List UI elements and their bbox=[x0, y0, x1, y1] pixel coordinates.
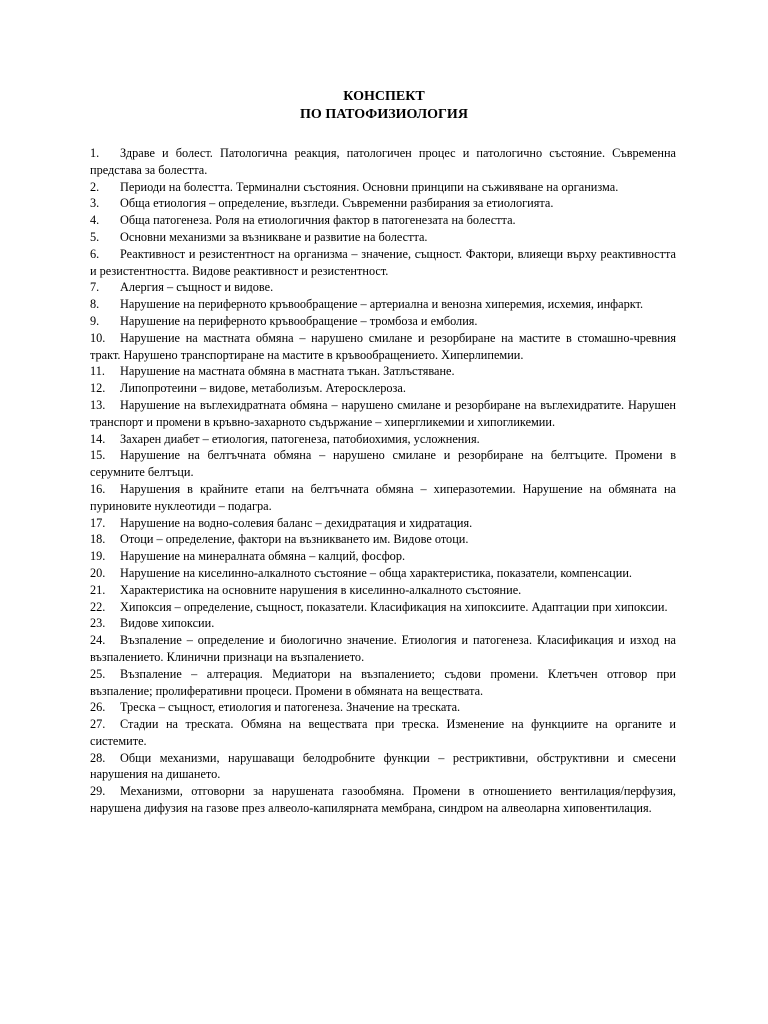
list-item bbox=[90, 313, 676, 330]
item-text: Възпаление – алтерация. Медиатори на възпалението; съдови промени. Клетъчен отговор при възпаление; пролиферативни процеси. Промени в обмяната на веществата. bbox=[90, 666, 676, 698]
list-item bbox=[90, 666, 676, 700]
list-item bbox=[90, 783, 676, 817]
item-text: Общи механизми, нарушаващи белодробните функции – рестриктивни, обструктивни и смесени нарушения на дишането. bbox=[90, 750, 676, 782]
item-text: Основни механизми за възникване и развитие на болестта. bbox=[120, 229, 428, 244]
item-number: 3. bbox=[90, 196, 100, 211]
list-item bbox=[90, 330, 676, 364]
item-number: 19. bbox=[90, 549, 106, 564]
item-text: Нарушение на периферното кръвообращение – тромбоза и емболия. bbox=[120, 313, 478, 328]
list-item bbox=[90, 515, 676, 532]
item-text: Нарушение на водно-солевия баланс – дехидратация и хидратация. bbox=[120, 515, 473, 530]
item-number: 18. bbox=[90, 532, 106, 547]
list-item bbox=[90, 145, 676, 179]
item-text: Хипоксия – определение, същност, показатели. Класификация на хипоксиите. Адаптации при хипоксии. bbox=[120, 599, 668, 614]
item-text: Нарушение на минералната обмяна – калций, фосфор. bbox=[120, 549, 406, 564]
list-item bbox=[90, 716, 676, 750]
list-item bbox=[90, 229, 676, 246]
item-text: Видове хипоксии. bbox=[120, 616, 215, 631]
item-number: 16. bbox=[90, 481, 106, 496]
list-item bbox=[90, 246, 676, 280]
item-number: 9. bbox=[90, 313, 100, 328]
list-item bbox=[90, 632, 676, 666]
item-text: Възпаление – определение и биологично значение. Етиология и патогенеза. Класификация и изход на възпалението. Клинични признаци на възпалението. bbox=[90, 633, 676, 664]
list-item bbox=[90, 380, 676, 397]
item-number: 15. bbox=[90, 448, 106, 463]
list-item bbox=[90, 447, 676, 481]
item-text: Здраве и болест. Патологична реакция, патологичен процес и патологично състояние. Съвременна представа за болестта. bbox=[90, 146, 676, 177]
item-number: 4. bbox=[90, 213, 100, 228]
list-item bbox=[90, 548, 676, 565]
list-item bbox=[90, 195, 676, 212]
item-text: Нарушение на киселинно-алкалното състояние – обща характеристика, показатели, компенсации. bbox=[120, 565, 632, 580]
document-subtitle: ПО ПАТОФИЗИОЛОГИЯ bbox=[300, 107, 468, 122]
list-item bbox=[90, 296, 676, 313]
list-item bbox=[90, 279, 676, 296]
item-number: 20. bbox=[90, 565, 106, 580]
list-item bbox=[90, 212, 676, 229]
item-number: 17. bbox=[90, 515, 106, 530]
item-text: Характеристика на основните нарушения в киселинно-алкалното състояние. bbox=[120, 582, 522, 597]
item-text: Обща етиология – определение, възгледи. Съвременни разбирания за етиологията. bbox=[120, 196, 554, 211]
item-text: Механизми, отговорни за нарушената газообмяна. Промени в отношението вентилация/перфузия, нарушена дифузия на газове през алвеоло-капилярната мембрана, синдром на алвеоларна хиповентилация. bbox=[90, 784, 676, 816]
item-number: 13. bbox=[90, 397, 106, 412]
item-text: Периоди на болестта. Терминални състояния. Основни принципи на съживяване на организма. bbox=[120, 179, 619, 194]
item-number: 12. bbox=[90, 381, 106, 396]
item-number: 24. bbox=[90, 633, 106, 648]
item-text: Алергия – същност и видове. bbox=[120, 280, 274, 295]
list-item bbox=[90, 599, 676, 616]
list-item bbox=[90, 582, 676, 599]
item-number: 2. bbox=[90, 179, 100, 194]
item-number: 21. bbox=[90, 582, 106, 597]
item-number: 22. bbox=[90, 599, 106, 614]
item-number: 27. bbox=[90, 717, 106, 732]
list-item bbox=[90, 565, 676, 582]
document-title: КОНСПЕКТ bbox=[343, 89, 425, 104]
item-text: Захарен диабет – етиология, патогенеза, патобиохимия, усложнения. bbox=[120, 431, 480, 446]
list-item bbox=[90, 397, 676, 431]
item-text: Нарушение на въглехидратната обмяна – нарушено смилане и резорбиране на въглехидратите. Нарушен транспорт и промени в кръвно-захарното съдържание – хипергликемии и хипогликемии. bbox=[90, 397, 676, 429]
item-number: 29. bbox=[90, 784, 106, 799]
list-item bbox=[90, 363, 676, 380]
item-number: 7. bbox=[90, 280, 100, 295]
item-text: Нарушения в крайните етапи на белтъчната обмяна – хиперазотемии. Нарушение на обмяната на пуриновите нуклеотиди – подагра. bbox=[90, 481, 676, 513]
item-number: 28. bbox=[90, 750, 106, 765]
item-text: Нарушение на периферното кръвообращение – артериална и венозна хиперемия, исхемия, инфаркт. bbox=[120, 297, 644, 312]
item-text: Реактивност и резистентност на организма – значение, същност. Фактори, влияещи върху реактивността и резистентността. Видове реактивност и резистентност. bbox=[90, 246, 676, 278]
item-text: Стадии на треската. Обмяна на веществата при треска. Изменение на функциите на органите и системите. bbox=[90, 717, 676, 748]
item-number: 8. bbox=[90, 297, 100, 312]
item-number: 1. bbox=[90, 146, 100, 160]
item-number: 5. bbox=[90, 229, 100, 244]
list-item bbox=[90, 615, 676, 632]
list-item bbox=[90, 481, 676, 515]
item-number: 14. bbox=[90, 431, 106, 446]
topic-list bbox=[90, 145, 676, 817]
list-item bbox=[90, 179, 676, 196]
list-item bbox=[90, 531, 676, 548]
item-number: 25. bbox=[90, 666, 106, 681]
item-number: 10. bbox=[90, 330, 106, 345]
item-text: Отоци – определение, фактори на възникването им. Видове отоци. bbox=[120, 532, 469, 547]
list-item bbox=[90, 431, 676, 448]
item-text: Треска – същност, етиология и патогенеза. Значение на треската. bbox=[120, 700, 461, 715]
item-text: Нарушение на белтъчната обмяна – нарушено смилане и резорбиране на белтъците. Промени в серумните белтъци. bbox=[90, 448, 676, 480]
list-item bbox=[90, 699, 676, 716]
item-text: Липопротеини – видове, метаболизъм. Атеросклероза. bbox=[120, 381, 406, 396]
item-number: 23. bbox=[90, 616, 106, 631]
item-number: 11. bbox=[90, 364, 105, 379]
item-number: 6. bbox=[90, 246, 100, 261]
item-text: Нарушение на мастната обмяна – нарушено смилане и резорбиране на мастите в стомашно-чревния тракт. Нарушено транспортиране на мастите в кръвообращението. Хиперлипемии. bbox=[90, 330, 676, 362]
list-item bbox=[90, 750, 676, 784]
item-text: Нарушение на мастната обмяна в мастната тъкан. Затлъстяване. bbox=[120, 364, 455, 379]
item-text: Обща патогенеза. Роля на етиологичния фактор в патогенезата на болестта. bbox=[120, 213, 516, 228]
item-number: 26. bbox=[90, 700, 106, 715]
